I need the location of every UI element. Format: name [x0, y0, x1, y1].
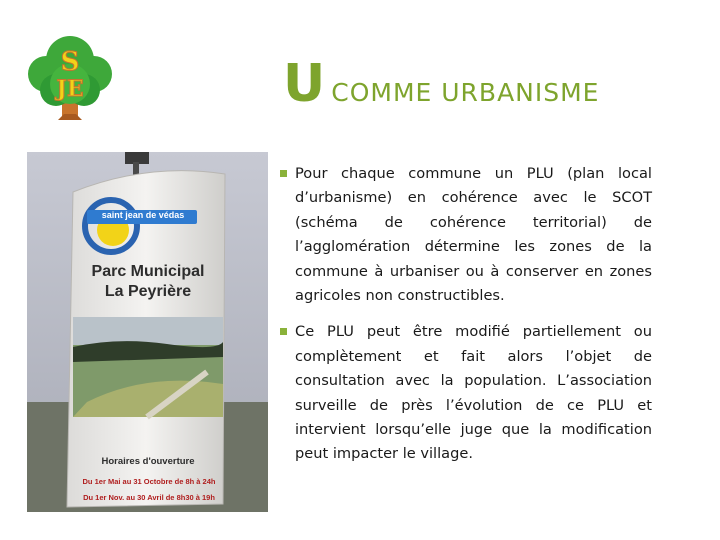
list-item — [280, 162, 652, 308]
park-sign-photo — [27, 152, 268, 512]
sign-hours-line1: Du 1er Mai au 31 Octobre de 8h à 24h — [82, 477, 216, 486]
tree-logo-icon — [18, 30, 122, 126]
title-initial: U — [283, 54, 326, 114]
svg-text:S: S — [60, 47, 80, 77]
sign-heading-line1: Parc Municipal — [91, 263, 205, 280]
list-item — [280, 320, 652, 466]
sje-logo — [18, 30, 122, 126]
svg-text:JE: JE — [56, 76, 84, 102]
bullet-text: Ce PLU peut être modifié partiellement ou complètement et fait alors l’objet de consultation avec la population. L’association surveille de près l’évolution de ce PLU et intervient lorsqu’elle juge que la modification peut impacter le village. — [295, 323, 652, 463]
square-bullet-icon — [280, 328, 287, 335]
page-title — [283, 54, 600, 114]
sign-hours-title: Horaires d'ouverture — [101, 456, 195, 467]
sign-heading-line2: La Peyrière — [104, 283, 192, 300]
bullet-list — [280, 162, 652, 479]
square-bullet-icon — [280, 170, 287, 177]
bullet-text: Pour chaque commune un PLU (plan local d’urbanisme) en cohérence avec le SCOT (schéma de cohérence territorial) de l’agglomération détermine les zones de la commune à urbaniser ou à conserver en zones agricoles non constructibles. — [295, 165, 652, 305]
sign-brand: saint jean de védas — [101, 210, 185, 220]
title-rest: COMME URBANISME — [331, 78, 600, 107]
sign-hours-line2: Du 1er Nov. au 30 Avril de 8h30 à 19h — [83, 493, 215, 502]
